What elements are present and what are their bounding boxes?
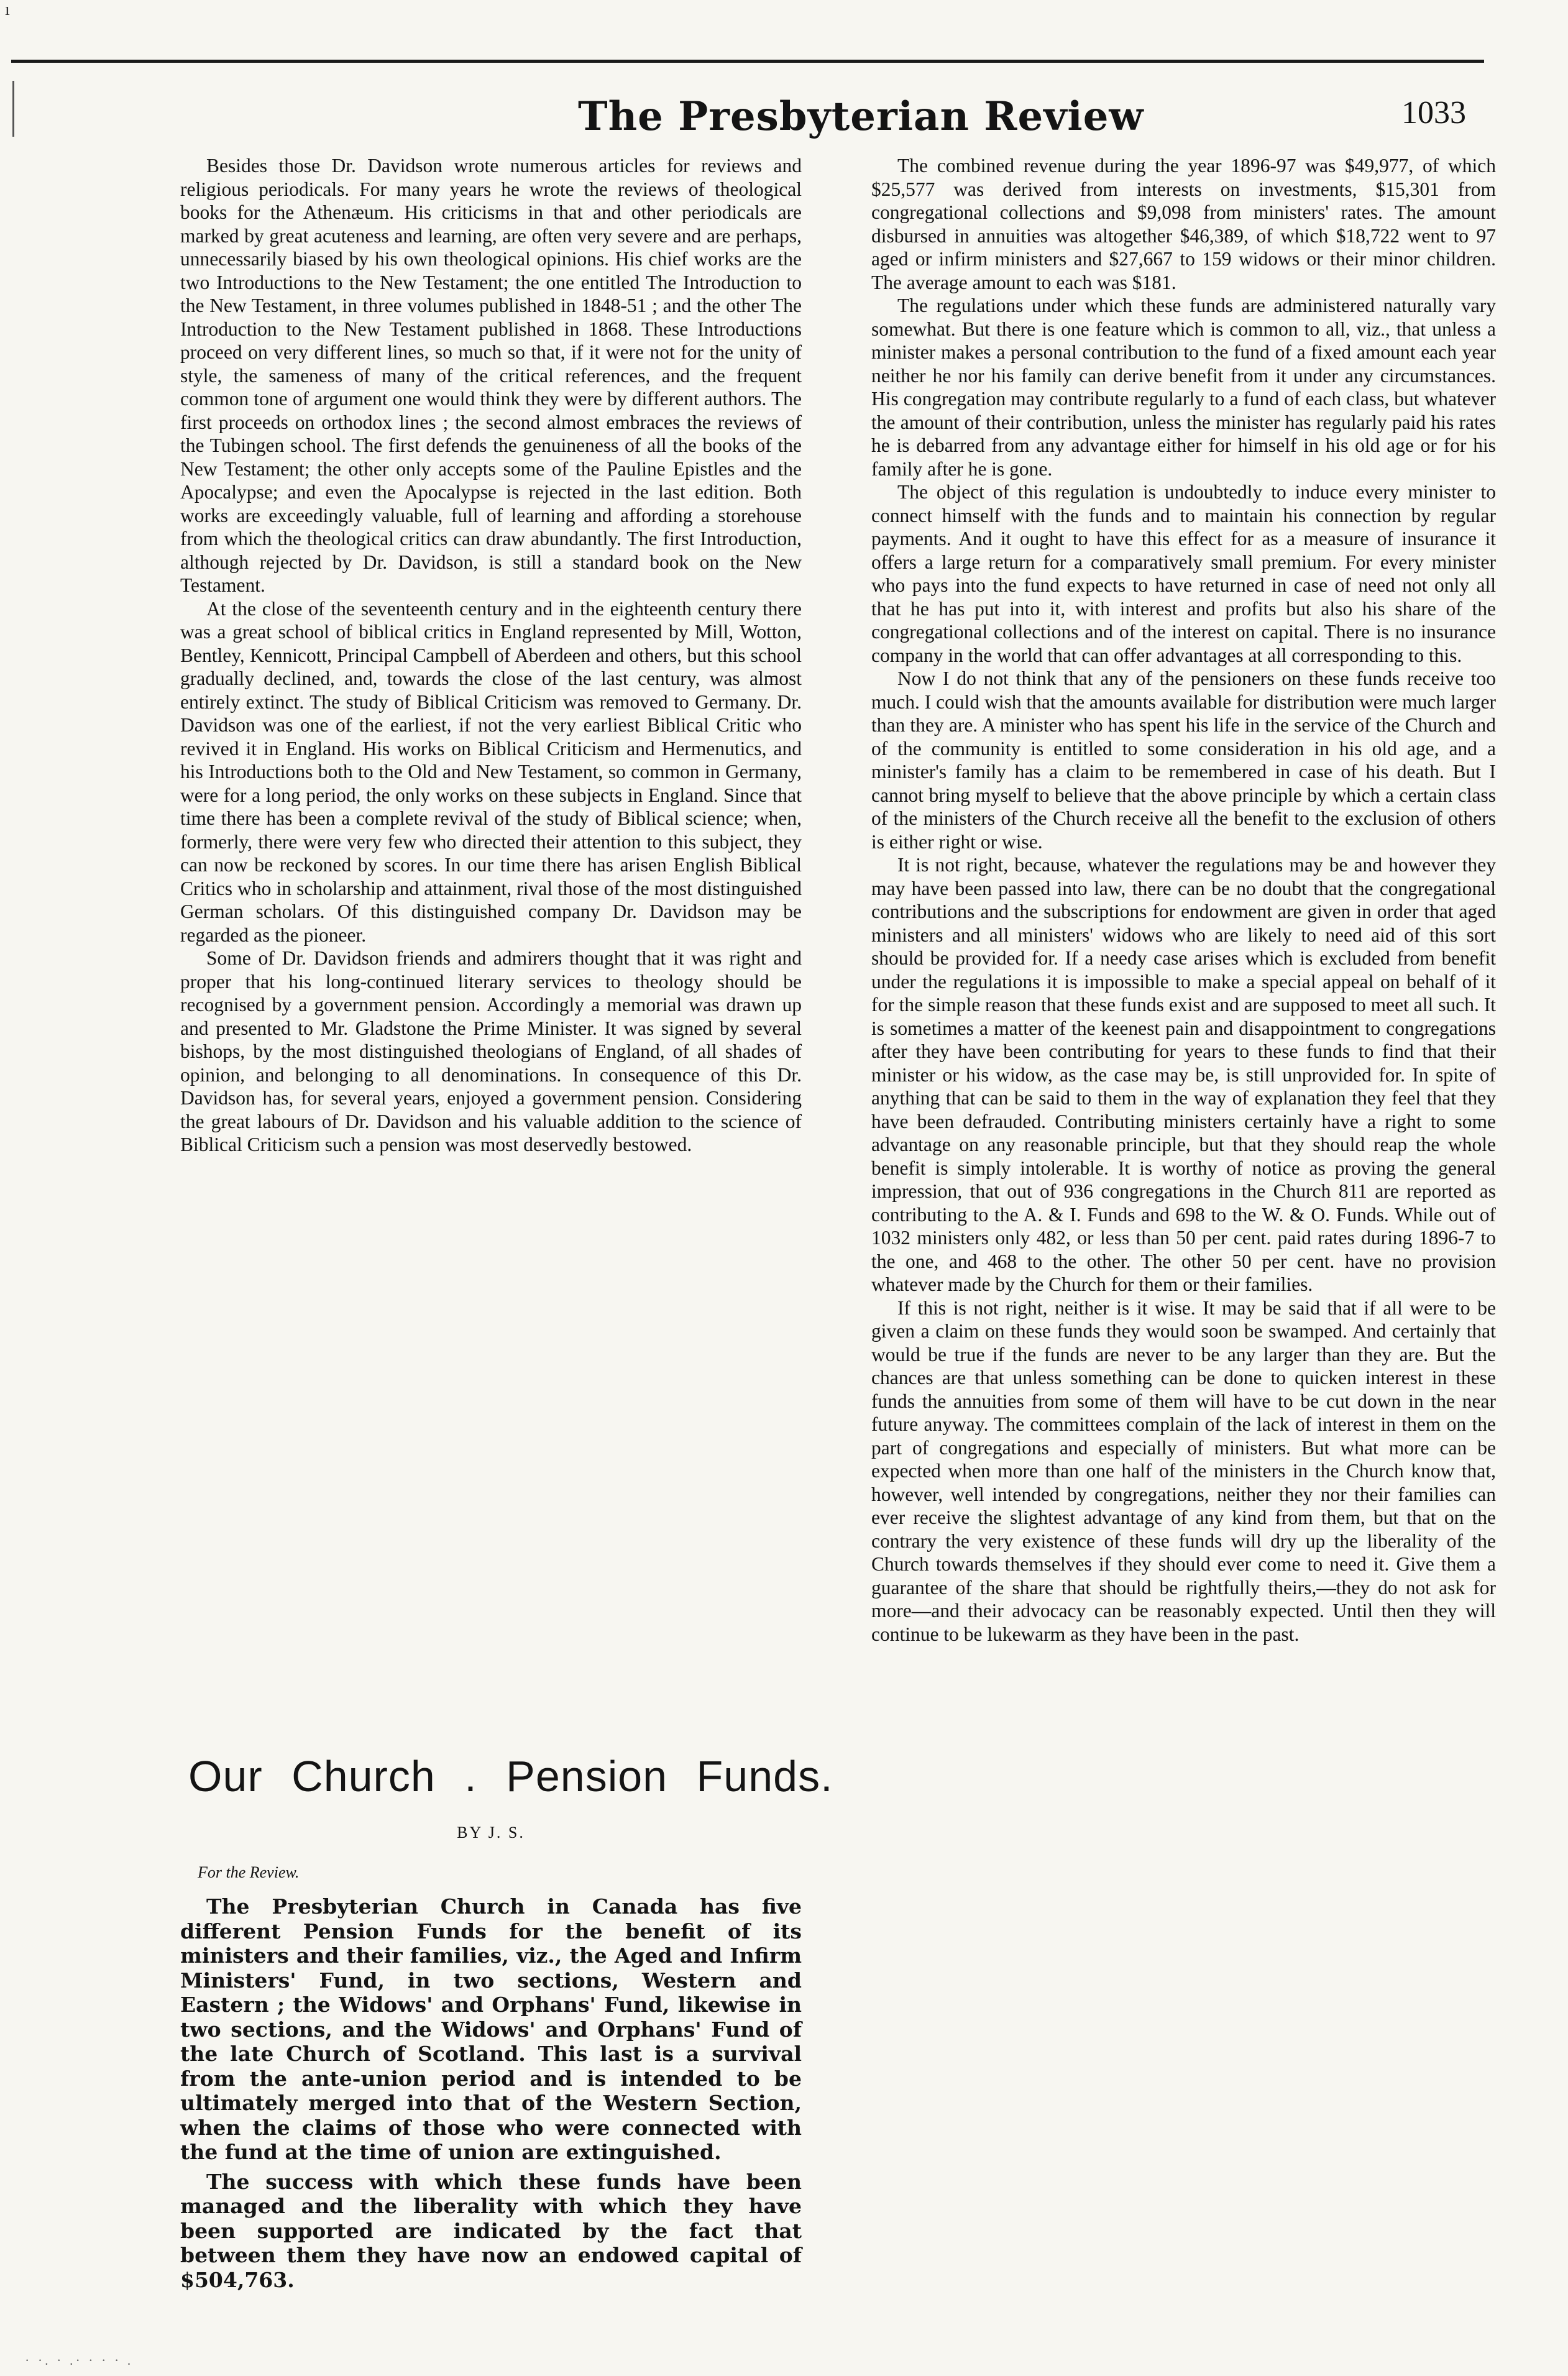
article-paragraph: The Presbyterian Church in Canada has five different Pension Funds for the benefit of its ministers and their families, viz., the Aged and Infirm Ministers' Fund, in two sections, Western and Eastern ; the Widows' and Orphans' Fund, likewise in two sections, and the Widows' and Orphans' Fund of the late Church of Scotland. This last is a survival from the ante-union period and is intended to be ultimately merged into that of the Western Section, when the claims of those who were connected with the fund at the time of union are extinguished. — [180, 1894, 802, 2164]
running-head-title: The Presbyterian Review — [578, 93, 1144, 140]
article-source-note: For the Review. — [198, 1863, 300, 1881]
right-paragraph: Now I do not think that any of the pensioners on these funds receive too much. I could wish that the amounts available for distribution were much larger than they are. A minister who has spent his life in the service of the Church and of the community is entitled to some consideration in his old age, and a minister's family has a claim to be remembered in case of his death. But I cannot bring myself to believe that the above principle by which a certain class of the ministers of the Church receive all the benefit to the exclusion of others is either right or wise. — [871, 667, 1496, 853]
article-byline: BY J. S. — [457, 1823, 525, 1842]
article-title: Our Church . Pension Funds. — [188, 1752, 833, 1800]
header-rule — [11, 60, 1484, 63]
scan-smudge: · ·. · .· · · · . — [25, 2352, 134, 2368]
right-paragraph: The regulations under which these funds are administered naturally vary somewhat. But there is one feature which is common to all, viz., that unless a minister makes a personal contribution to the fund of a fixed amount each year neither he nor his family can derive benefit from it under any circumstances. His congregation may contribute regularly to a fund of each class, but whatever the amount of their contribution, unless the minister has regularly paid his rates he is debarred from any advantage either for himself in his old age or for his family after he is gone. — [871, 295, 1496, 480]
article-body — [180, 1894, 802, 2297]
page-number: 1033 — [1401, 95, 1466, 131]
left-paragraph: At the close of the seventeenth century and in the eighteenth century there was a great school of biblical critics in England represented by Mill, Wotton, Bentley, Kennicott, Principal Campbell of Aberdeen and others, but this school gradually declined, and, towards the close of the last century, was almost entirely extinct. The study of Biblical Criticism was removed to Germany. Dr. Davidson was one of the earliest, if not the very earliest Biblical Critic who revived it in England. His works on Biblical Criticism and Hermenutics, and his Introductions both to the Old and New Testament, so common in Germany, were for a long period, the only works on these subjects in England. Since that time there has been a complete revival of the study of Biblical science; when, formerly, there were very few who directed their attention to this subject, they can now be reckoned by scores. In our time there has arisen English Biblical Critics who in scholarship and attainment, rival those of the most distinguished German scholars. Of this distinguished company Dr. Davidson may be regarded as the pioneer. — [180, 597, 802, 946]
right-paragraph: If this is not right, neither is it wise. It may be said that if all were to be given a claim on these funds they would soon be swamped. And certainly that would be true if the funds are never to be any larger than they are. But the chances are that unless something can be done to quicken interest in these funds the annuities from some of them will have to be cut down in the near future anyway. The committees complain of the lack of interest in them on the part of congregations and especially of ministers. But what more can be expected when more than one half of the ministers in the Church know that, however, well intended by congregations, neither they nor their families can ever receive the slightest advantage of any kind from them, but that on the contrary the very existence of these funds will dry up the liberality of the Church towards themselves if they should ever come to need it. Give them a guarantee of the share that should be rightfully theirs,—they do not ask for more—and their advocacy can be reasonably expected. Until then they will continue to be lukewarm as they have been in the past. — [871, 1296, 1496, 1645]
left-column — [180, 154, 802, 1157]
left-paragraph: Some of Dr. Davidson friends and admirers thought that it was right and proper that his long-continued literary services to theology should be recognised by a government pension. Accordingly a memorial was drawn up and presented to Mr. Gladstone the Prime Minister. It was signed by several bishops, by the most distinguished theologians of England, of all shades of opinion, and belonging to all denominations. In consequence of this Dr. Davidson has, for several years, enjoyed a government pension. Considering the great labours of Dr. Davidson and his valuable addition to the science of Biblical Criticism such a pension was most deservedly bestowed. — [180, 947, 802, 1155]
right-column — [871, 154, 1496, 1646]
margin-line — [12, 81, 14, 137]
right-paragraph: The object of this regulation is undoubtedly to induce every minister to connect himself with the funds and to maintain his connection by regular payments. And it ought to have this effect for as a measure of insurance it offers a large return for a comparatively small premium. For every minister who pays into the fund expects to have returned in case of need not only all that he has put into it, with interest and profits but also his share of the congregational collections and of the interest on capital. There is no insurance company in the world that can offer advantages at all corresponding to this. — [871, 481, 1496, 666]
right-paragraph: It is not right, because, whatever the regulations may be and however they may have been passed into law, there can be no doubt that the congregational contributions and the subscriptions for endowment are given in order that aged ministers and all ministers' widows who are likely to need aid of this sort should be provided for. If a needy case arises which is excluded from benefit under the regulations it is impossible to make a special appeal on behalf of it for the simple reason that these funds exist and are supposed to meet all such. It is sometimes a matter of the keenest pain and disappointment to congregations after they have been contributing for years to these funds to find that their minister or his widow, as the case may be, is still unprovided for. In spite of anything that can be said to them in the way of explanation they feel that they have been defrauded. Contributing ministers certainly have a right to some advantage on any reasonable principle, but that they should reap the whole benefit is simply intolerable. It is worthy of notice as proving the general impression, that out of 936 congregations in the Church 811 are reported as contributing to the A. & I. Funds and 698 to the W. & O. Funds. While out of 1032 ministers only 482, or less than 50 per cent. paid rates during 1896-7 to the one, and 468 to the other. The other 50 per cent. have no provision whatever made by the Church for them or their families. — [871, 854, 1496, 1295]
article-paragraph: The success with which these funds have been managed and the liberality with which they have been supported are indicated by the fact that between them they have now an endowed capital of $504,763. — [180, 2169, 802, 2292]
margin-mark: ı — [5, 0, 10, 19]
right-paragraph: The combined revenue during the year 1896-97 was $49,977, of which $25,577 was derived from interests on investments, $15,301 from congregational collections and $9,098 from ministers' rates. The amount disbursed in annuities was altogether $46,389, of which $18,722 went to 97 aged or infirm ministers and $27,667 to 159 widows or their minor children. The average amount to each was $181. — [871, 155, 1496, 293]
left-paragraph: Besides those Dr. Davidson wrote numerous articles for reviews and religious periodicals. For many years he wrote the reviews of theological books for the Athenæum. His criticisms in that and other periodicals are marked by great acuteness and learning, are often very severe and are perhaps, unnecessarily biased by his own theological opinions. His chief works are the two Introductions to the New Testament; the one entitled The Introduction to the New Testament, in three volumes published in 1848-51 ; and the other The Introduction to the New Testament published in 1868. These Introductions proceed on very different lines, so much so that, if it were not for the unity of style, the sameness of many of the critical references, and the frequent common tone of argument one would think they were by different authors. The first proceeds on orthodox lines ; the second almost embraces the reviews of the Tubingen school. The first defends the genuineness of all the books of the New Testament; the other only accepts some of the Pauline Epistles and the Apocalypse; and even the Apocalypse is rejected in the last edition. Both works are exceedingly valuable, full of learning and affording a storehouse from which the theological critics can draw abundantly. The first Introduction, although rejected by Dr. Davidson, is still a standard book on the New Testament. — [180, 155, 802, 596]
